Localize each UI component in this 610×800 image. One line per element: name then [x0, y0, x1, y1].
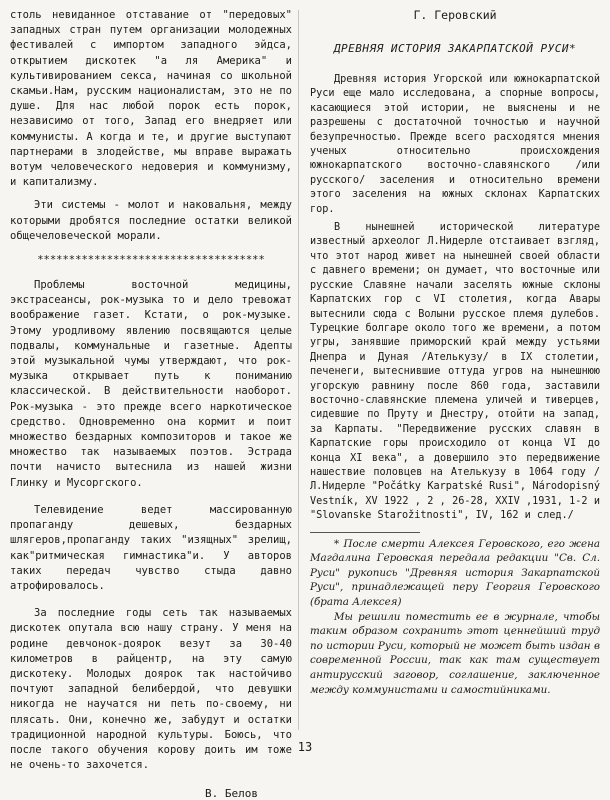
right-column — [310, 0, 600, 697]
left-paragraph-4: Телевидение ведет массированную пропаганду дешевых, бездарных шлягеров,пропаганду таких "изящных" зрелищ, как"ритмическая гимнастика"и. У авторов таких передач чувство стыда давно атрофировалось. — [10, 503, 292, 592]
footnote-paragraph-1: * После смерти Алексея Геровского, его жена Магдалина Геровская передала редакции "Св. Сл. Руси" рукопись "Древняя история Закарпатской Руси", принадлежащей перу Георгия Геровского (брата Алексея) — [310, 537, 600, 608]
right-paragraph-2: В нынешней исторической литературе известный археолог Л.Нидерле отстаивает взгляд, что этот народ живет на нынешней своей области с давнего времени; он думает, что восточные или русские Славяне начали заселять южные склоны Карпатских гор с VI столетия, когда Авары вытеснили сюда с Волыни русское племя дулебов. Турецкие болгаре около того же времени, а потом угры, занявшие приморский край между устьями Днепра и Дуная /Ателькузу/ в IX столетии, печенеги, вытеснившие оттуда угров на нынешнюю угорскую равнину после 860 года, заставили восточно-славянские племена уличей и тиверцев, сидевшие по Пруту и Днестру, отойти на запад, за Карпаты. "Передвижение русских славян в Карпатские горы происходило от конца VI до конца XI века", а довершило это передвижение нашествие половцев на Ателькузу в 1064 году /Л.Нидерле "Počátky Karpatské Rusi", Národopisný Vestník, XV 1922 , 2 , 26-28, XXIV ,1931, 1-2 и "Slovanske Starožitnosti", IV, 162 и след./ — [310, 222, 600, 522]
page-number: 13 — [297, 740, 313, 754]
article-title: ДРЕВНЯЯ ИСТОРИЯ ЗАКАРПАТСКОЙ РУСИ* — [333, 42, 577, 55]
left-column — [10, 0, 292, 800]
article-author: Г. Геровский — [413, 8, 497, 22]
right-paragraph-1: Древняя история Угорской или южнокарпатской Руси еще мало исследована, а спорные вопросы, касающиеся этой истории, не выяснены и не разрешены с достаточной точностью и научной безупречностью. Прежде всего расходятся мнения ученых относительно происхождения южнокарпатского восточно-славянского /или русского/ заселения и относительно времени этого заселения на южных склонах Карпатских гор. — [310, 74, 600, 215]
left-paragraph-1: столь невиданное отставание от "передовых" западных стран путем организации молодежных фестивалей с импортом западного эйдса, открытием дискотек "а ля Америка" и культивированием секса, начиная со школьной скамьи.Нам, русским националистам, это не по душе. Для нас любой порок есть порок, независимо от того, Запад его внедряет или коммунисты. А когда и те, и другие выступают партнерами в злодействе, мы вправе выражать вотум человеческого недоверия и коммунизму, и капитализму. — [10, 9, 292, 189]
signature: В. Белов — [205, 787, 258, 800]
section-separator: ************************************ — [37, 254, 265, 267]
footnote — [310, 537, 600, 698]
footnote-rule — [310, 532, 420, 533]
footnote-paragraph-2: Мы решили поместить ее в журнале, чтобы таким образом сохранить этот ценнейший труд по истории Руси, который не может быть издан в современной России, так как там существует антирусский заговор, соглашение, заключенное между коммунистами и самостийниками. — [310, 610, 600, 696]
left-paragraph-3: Проблемы восточной медицины, экстрасеансы, рок-музыка то и дело тревожат воображение газет. Кстати, о рок-музыке. Этому уродливому явлению посвящаются целые подвалы, коммунальные и газетные. Адепты этой музыкальной чумы утверждают, что рок-музыка открывает путь к пониманию классической. В действительности наоборот. Рок-музыка - это прежде всего наркотическое средство. Одновременно она кормит и поит множество бездарных композиторов и такое же множество так называемых поэтов. Эстрада почти начисто вытеснила из нашей жизни Глинку и Мусоргского. — [10, 279, 292, 489]
left-paragraph-5: За последние годы сеть так называемых дискотек опутала всю нашу страну. У меня на родине девчонок-доярок везут за 30-40 километров в райцентр, на эту самую дискотеку. Молодых доярок так настойчиво почтуют западной белибердой, что девушки никогда не научатся ни петь по-своему, ни плясать. Они, конечно же, забудут и остатки традиционной народной культуры. Боюсь, что после такого обучения корову доить им тоже не очень-то захочется. — [10, 607, 292, 772]
column-divider — [298, 10, 299, 730]
left-paragraph-2: Эти системы - молот и наковальня, между которыми дробятся последние остатки великой общечеловеческой морали. — [10, 199, 292, 242]
